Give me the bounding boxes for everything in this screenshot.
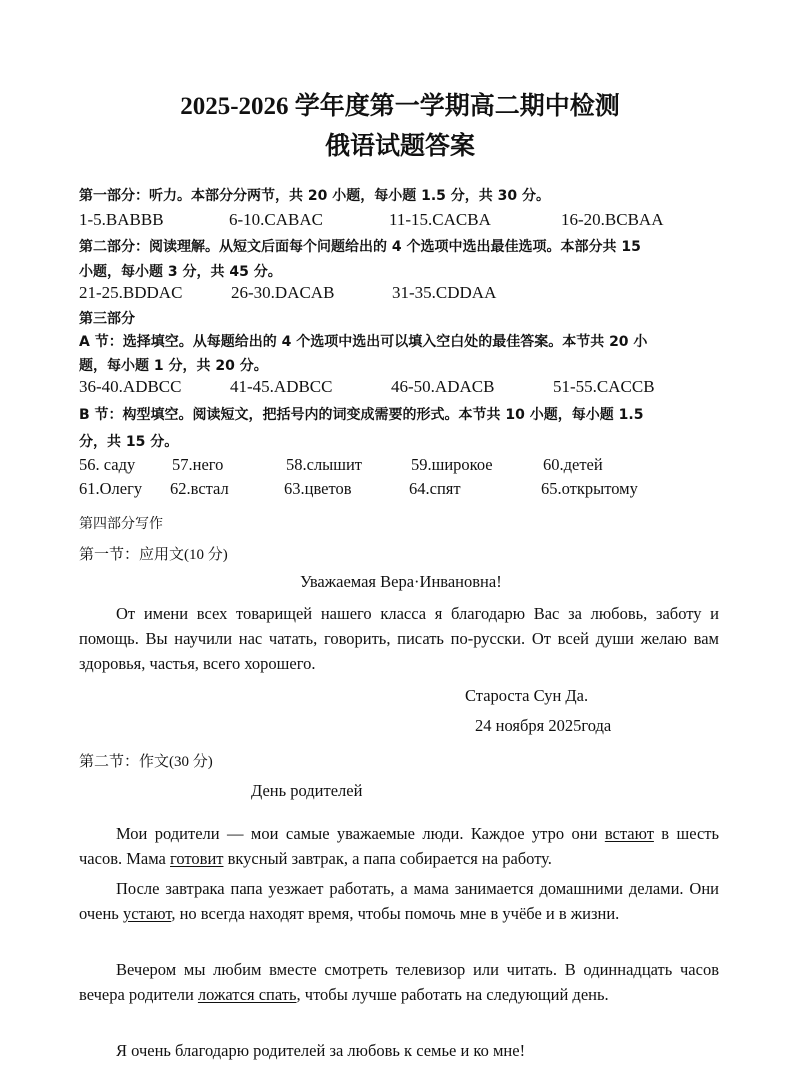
- answer-word: 64.спят: [409, 479, 461, 498]
- underlined-word: ложатся спать: [197, 985, 297, 1004]
- underlined-word: встают: [604, 824, 654, 843]
- answer-word: 57.него: [172, 455, 224, 474]
- underlined-word: устают: [122, 904, 172, 923]
- answer-word: 59.широкое: [411, 455, 493, 474]
- answer-word: 60.детей: [543, 455, 603, 474]
- letter-body: От имени всех товарищей нашего класса я благодарю Вас за любовь, заботу и помощь. Вы научили нас чатать, говорить, писать по-русски. От всей души желаю вам здоровья, частья, всего хорошего.: [79, 604, 719, 673]
- part4-heading: 第四部分写作: [79, 516, 163, 532]
- letter-greeting: Уважаемая Вера·Инвановна!: [300, 572, 502, 591]
- page-title: 2025-2026 学年度第一学期高二期中检测: [180, 93, 620, 120]
- answer-group: 6-10.CABAC: [229, 210, 323, 229]
- essay-paragraph: Вечером мы любим вместе смотреть телевизор или читать. В одиннадцать часов вечера родители ложатся спать, чтобы лучше работать на следующий день.: [79, 960, 719, 1004]
- essay-paragraph: После завтрака папа уезжает работать, а мама занимается домашними делами. Они очень устают, но всегда находят время, чтобы помочь мне в учёбе и в жизни.: [79, 879, 719, 923]
- answer-group: 31-35.CDDAA: [392, 283, 497, 302]
- essay-paragraph: Мои родители — мои самые уважаемые люди. Каждое утро они встают в шесть часов. Мама готовит вкусный завтрак, а папа собирается на работу.: [79, 824, 720, 868]
- part3-a-heading: A 节：选择填空。从每题给出的 4 个选项中选出可以填入空白处的最佳答案。本节共 20 小: [79, 334, 648, 350]
- essay-paragraph: Я очень благодарю родителей за любовь к семье и ко мне!: [116, 1041, 526, 1060]
- letter-date: 24 ноября 2025года: [475, 716, 612, 735]
- underlined-word: готовит: [170, 849, 224, 868]
- section2-heading: 第二节：作文(30 分): [79, 754, 213, 770]
- answer-group: 1-5.BABBB: [79, 210, 164, 229]
- essay-title: День родителей: [251, 781, 363, 800]
- answer-group: 16-20.BCBAA: [561, 210, 664, 229]
- answer-word: 63.цветов: [284, 479, 352, 498]
- answer-group: 36-40.ADBCC: [79, 377, 182, 396]
- part2-heading-cont: 小题，每小题 3 分，共 45 分。: [79, 264, 282, 280]
- part1-heading: 第一部分：听力。本部分分两节，共 20 小题，每小题 1.5 分，共 30 分。: [79, 188, 551, 204]
- answer-word: 56. саду: [79, 455, 136, 474]
- part3-a-heading-cont: 题，每小题 1 分，共 20 分。: [79, 358, 268, 374]
- answer-group: 51-55.CACCB: [553, 377, 655, 396]
- answer-word: 61.Олегу: [79, 479, 143, 498]
- answer-group: 21-25.BDDAC: [79, 283, 183, 302]
- answer-word: 58.слышит: [286, 455, 363, 474]
- section1-heading: 第一节：应用文(10 分): [79, 547, 228, 563]
- part3-b-heading: B 节：构型填空。阅读短文，把括号内的词变成需要的形式。本节共 10 小题，每小题 1.5: [79, 407, 644, 423]
- answer-group: 11-15.CACBA: [389, 210, 491, 229]
- part3-heading: 第三部分: [79, 311, 135, 327]
- answer-word: 65.открытому: [541, 479, 638, 498]
- part2-heading: 第二部分：阅读理解。从短文后面每个问题给出的 4 个选项中选出最佳选项。本部分共 15: [79, 239, 641, 255]
- part3-b-heading-cont: 分，共 15 分。: [79, 434, 179, 450]
- answer-group: 26-30.DACAB: [231, 283, 335, 302]
- answer-group: 41-45.ADBCC: [230, 377, 333, 396]
- answer-word: 62.встал: [170, 479, 229, 498]
- answer-group: 46-50.ADACB: [391, 377, 495, 396]
- letter-signature: Староста Сун Да.: [465, 686, 589, 705]
- page-subtitle: 俄语试题答案: [324, 133, 475, 160]
